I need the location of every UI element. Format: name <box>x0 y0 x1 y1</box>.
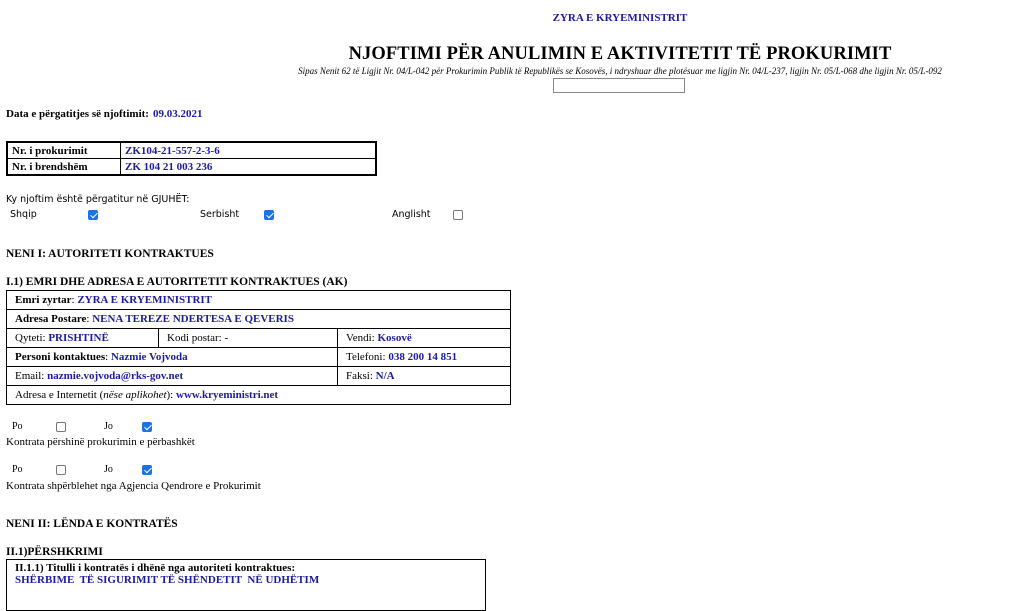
phone-label: Telefoni <box>346 351 383 363</box>
language-label-anglisht: Anglisht <box>392 209 431 220</box>
fax-value: N/A <box>375 370 395 382</box>
contact-person-value: Nazmie Vojvoda <box>110 351 188 363</box>
contact-person-label: Personi kontaktues <box>15 351 106 363</box>
joint-procurement-text: Kontrata përshinë prokurimin e përbashkët <box>6 436 195 448</box>
q2-jo-label: Jo <box>104 464 113 475</box>
website-value: www.kryeministri.net <box>176 389 279 401</box>
section-2-subtitle: II.1)PËRSHKRIMI <box>6 546 103 558</box>
email-value: nazmie.vojvoda@rks-gov.net <box>47 370 184 382</box>
postal-address-value: NENA TEREZE NDERTESA E QEVERIS <box>92 313 294 325</box>
fax-label: Faksi <box>346 370 370 382</box>
section-2-title: NENI II: LËNDA E KONTRATËS <box>6 518 178 530</box>
table-row: Adresa Postare: NENA TEREZE NDERTESA E QEVERIS <box>7 310 511 329</box>
phone-value: 038 200 14 851 <box>388 351 458 363</box>
table-row: Qyteti: PRISHTINË Kodi postar: - Vendi: Kosovë <box>7 329 511 348</box>
q1-po-checkbox[interactable] <box>56 422 66 432</box>
procurement-table <box>6 141 377 176</box>
q1-jo-label: Jo <box>104 421 113 432</box>
section-1-title: NENI I: AUTORITETI KONTRAKTUES <box>6 248 214 260</box>
procurement-number-value: ZK104-21-557-2-3-6 <box>121 142 377 159</box>
contract-title-value: SHËRBIME TË SIGURIMIT TË SHËNDETIT NË UDHËTIM <box>15 574 320 586</box>
country-label: Vendi <box>346 332 372 344</box>
internal-number-label: Nr. i brendshëm <box>7 159 121 176</box>
postal-code-label: Kodi postar <box>167 332 219 344</box>
central-agency-text: Kontrata shpërblehet nga Agjencia Qendrore e Prokurimit <box>6 480 261 492</box>
checkbox-anglisht[interactable] <box>453 210 463 220</box>
header-org: ZYRA E KRYEMINISTRIT <box>552 12 688 24</box>
table-row: Emri zyrtar: ZYRA E KRYEMINISTRIT <box>7 291 511 310</box>
table-row: Personi kontaktues: Nazmie Vojvoda Telefoni: 038 200 14 851 <box>7 348 511 367</box>
checkbox-serbisht[interactable] <box>264 210 274 220</box>
contract-title-box <box>6 559 486 611</box>
official-name-value: ZYRA E KRYEMINISTRIT <box>77 294 213 306</box>
table-row <box>7 142 376 159</box>
header-input[interactable] <box>553 78 685 93</box>
checkbox-shqip[interactable] <box>88 210 98 220</box>
table-row: Adresa e Internetit (nëse aplikohet): www.kryeministri.net <box>7 386 511 405</box>
contracting-authority-table <box>6 290 511 405</box>
website-note: nëse aplikohet <box>103 389 167 401</box>
official-name-label: Emri zyrtar <box>15 294 72 306</box>
date-label: Data e përgatitjes së njoftimit: <box>6 108 149 120</box>
q1-jo-checkbox[interactable] <box>142 422 152 432</box>
website-label: Adresa e Internetit <box>15 389 97 401</box>
procurement-number-label: Nr. i prokurimit <box>7 142 121 159</box>
preparation-date <box>6 108 202 120</box>
internal-number-value: ZK 104 21 003 236 <box>121 159 377 176</box>
postal-code-value: - <box>224 332 229 344</box>
language-label-serbisht: Serbisht <box>200 209 240 220</box>
email-label: Email <box>15 370 42 382</box>
page-title: NJOFTIMI PËR ANULIMIN E AKTIVITETIT TË PROKURIMIT <box>348 44 892 64</box>
language-label-shqip: Shqip <box>10 209 37 220</box>
section-1-subtitle: I.1) EMRI DHE ADRESA E AUTORITETIT KONTRAKTUES (AK) <box>6 276 348 288</box>
table-row: Email: nazmie.vojvoda@rks-gov.net Faksi: N/A <box>7 367 511 386</box>
table-row <box>7 159 376 176</box>
date-value: 09.03.2021 <box>152 108 203 120</box>
city-label: Qyteti <box>15 332 43 344</box>
postal-address-label: Adresa Postare <box>15 313 87 325</box>
q1-po-label: Po <box>12 421 23 432</box>
languages-label: Ky njoftim është përgatitur në GJUHËT: <box>6 194 190 205</box>
q2-jo-checkbox[interactable] <box>142 465 152 475</box>
contract-title-label: II.1.1) Titulli i kontratës i dhënë nga autoriteti kontraktues: <box>15 562 296 574</box>
q2-po-checkbox[interactable] <box>56 465 66 475</box>
q2-po-label: Po <box>12 464 23 475</box>
page-subtitle: Sipas Nenit 62 të Ligjit Nr. 04/L-042 për Prokurimin Publik të Republikës se Kosovës, i ndryshuar dhe plotësuar me ligjin Nr. 04/L-237, ligjin Nr. 05/L-068 dhe ligjin Nr. 05/L-092 <box>298 66 942 76</box>
city-value: PRISHTINË <box>48 332 109 344</box>
country-value: Kosovë <box>377 332 412 344</box>
